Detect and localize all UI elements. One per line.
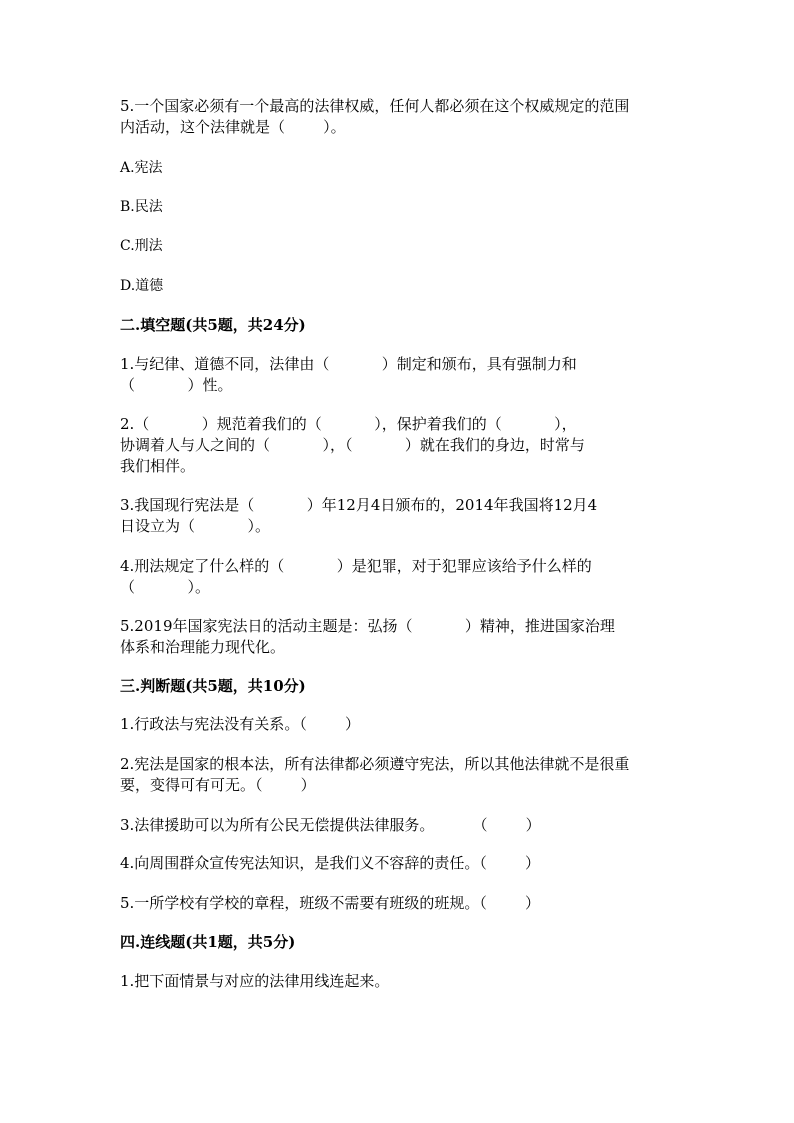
fill-q2-line-2: 协调着人与人之间的（ ），（ ）就在我们的身边，时常与 [120, 436, 585, 454]
judge-q4: 4.向周围群众宣传宪法知识，是我们义不容辞的责任。（ ） [120, 854, 540, 872]
fill-q4-line-1: 4.刑法规定了什么样的（ ）是犯罪，对于犯罪应该给予什么样的 [120, 557, 592, 575]
fill-q2-line-3: 我们相伴。 [120, 457, 196, 475]
fill-q2-line-1: 2.（ ）规范着我们的（ ），保护着我们的（ ）， [120, 415, 577, 433]
judge-q2-line-1: 2.宪法是国家的根本法，所有法律都必须遵守宪法，所以其他法律就不是很重 [120, 755, 630, 773]
fill-q5-line-2: 体系和治理能力现代化。 [120, 638, 286, 656]
section-3-heading: 三.判断题(共5题，共10分) [120, 677, 306, 695]
q5-line-1: 5.一个国家必须有一个最高的法律权威，任何人都必须在这个权威规定的范围 [120, 97, 630, 115]
q5-option-c: C.刑法 [120, 238, 163, 254]
q5-option-b: B.民法 [120, 199, 163, 215]
judge-q2-line-2: 要，变得可有可无。（ ） [120, 776, 316, 794]
fill-q1-line-1: 1.与纪律、道德不同，法律由（ ）制定和颁布，具有强制力和 [120, 355, 577, 373]
q5-option-d: D.道德 [120, 278, 164, 294]
q5-line-2: 内活动，这个法律就是（ ）。 [120, 118, 346, 136]
fill-q5-line-1: 5.2019年国家宪法日的活动主题是：弘扬（ ）精神，推进国家治理 [120, 617, 615, 635]
section-4-heading: 四.连线题(共1题，共5分) [120, 933, 296, 951]
match-q1: 1.把下面情景与对应的法律用线连起来。 [120, 972, 390, 990]
fill-q1-line-2: （ ）性。 [120, 376, 233, 394]
judge-q3: 3.法律援助可以为所有公民无偿提供法律服务。 （ ） [120, 816, 541, 834]
judge-q1: 1.行政法与宪法没有关系。（ ） [120, 715, 360, 733]
fill-q3-line-2: 日设立为（ ）。 [120, 517, 270, 535]
fill-q3-line-1: 3.我国现行宪法是（ ）年12月4日颁布的，2014年我国将12月4 [120, 496, 598, 514]
q5-option-a: A.宪法 [120, 160, 163, 176]
judge-q5: 5.一所学校有学校的章程，班级不需要有班级的班规。（ ） [120, 894, 540, 912]
fill-q4-line-2: （ ）。 [120, 578, 210, 596]
section-2-heading: 二.填空题(共5题，共24分) [120, 316, 306, 334]
